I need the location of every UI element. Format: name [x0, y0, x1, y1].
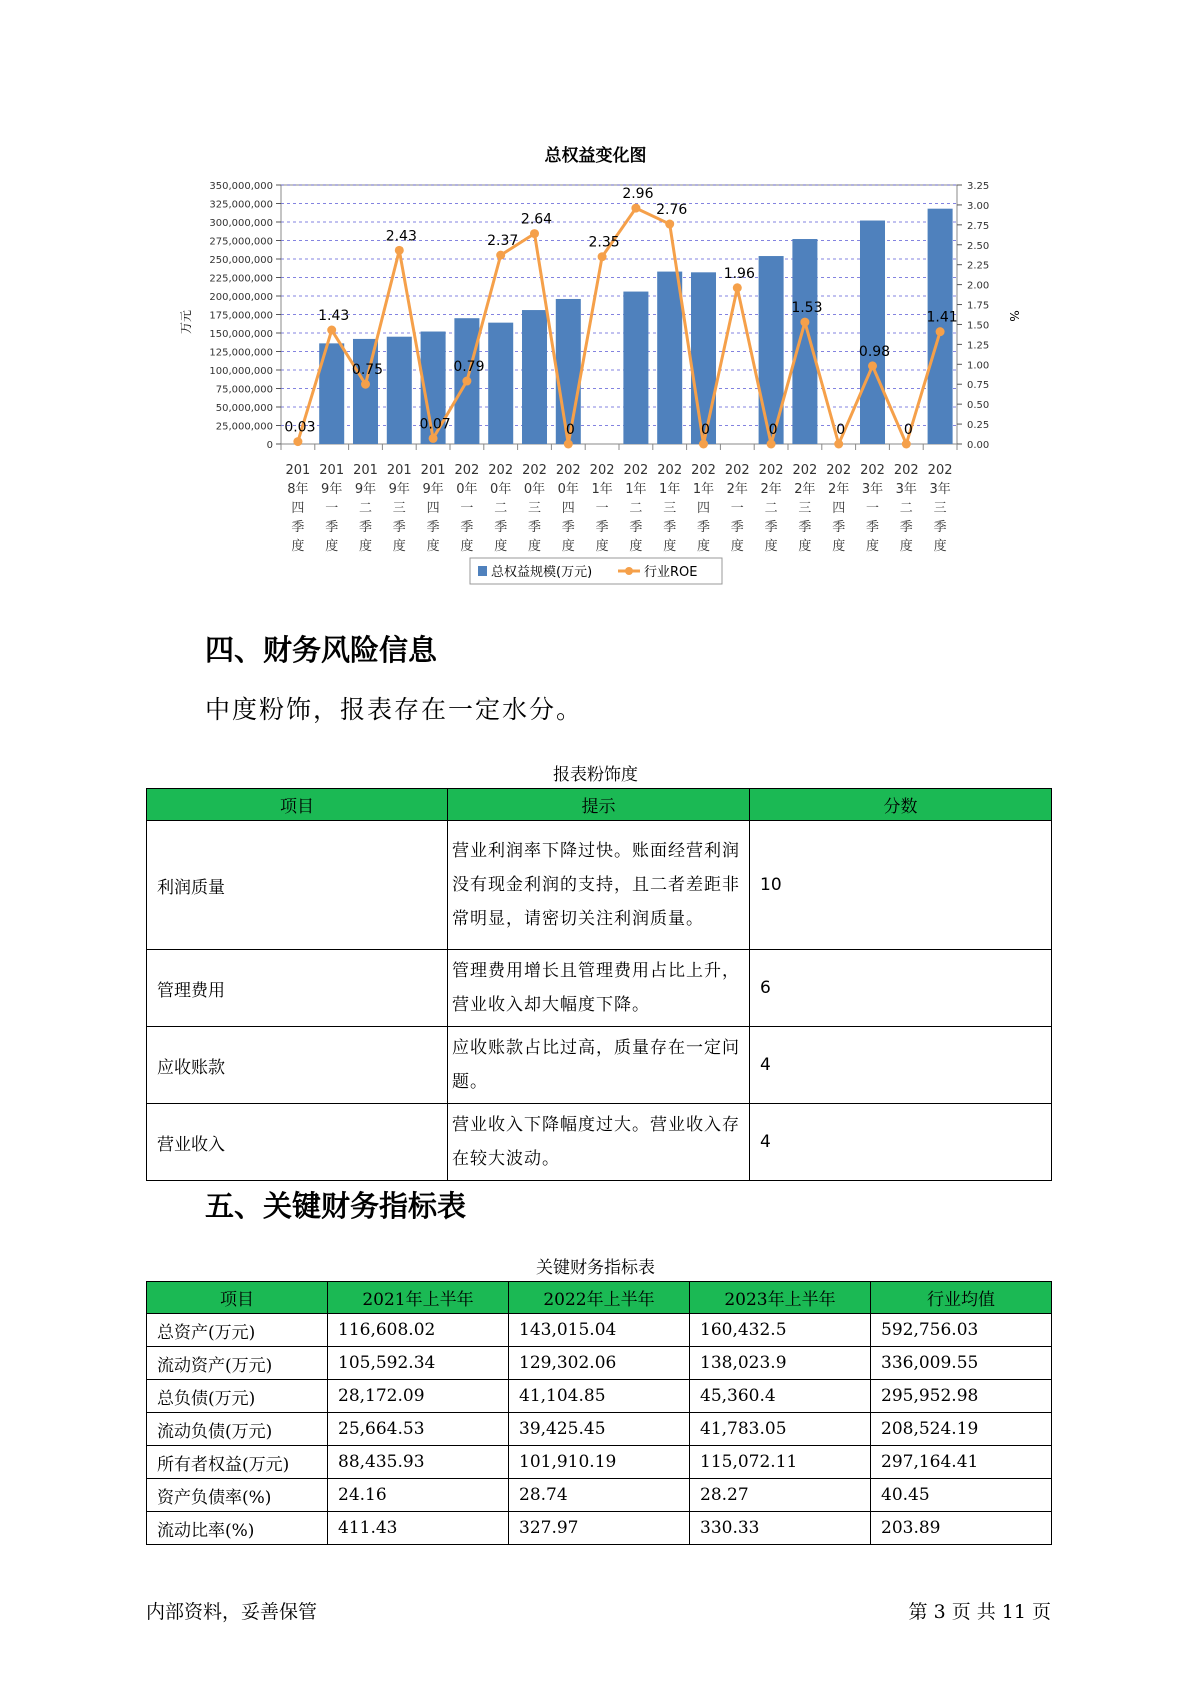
kpi-value: 208,524.19 [871, 1413, 1052, 1446]
kpi-value: 330.33 [690, 1512, 871, 1545]
kpi-value: 115,072.11 [690, 1446, 871, 1479]
x-tick-label: 季 [291, 520, 305, 535]
risk-score: 4 [750, 1027, 1052, 1104]
x-tick-label: 9年 [388, 482, 410, 497]
x-tick-label: 度 [629, 539, 643, 554]
section5-heading: 五、关键财务指标表 [205, 1189, 467, 1223]
x-tick-label: 9年 [354, 482, 377, 497]
x-tick-label: 202 [691, 463, 716, 478]
x-tick-label: 度 [527, 539, 542, 554]
risk-table [146, 788, 1052, 1181]
x-tick-label: 季 [595, 520, 609, 535]
x-tick-label: 2年 [794, 482, 816, 497]
x-tick-label: 四 [696, 501, 711, 516]
x-tick-label: 二 [899, 501, 913, 516]
x-tick-label: 三 [392, 501, 406, 516]
x-tick-label: 三 [933, 501, 947, 516]
x-tick-label: 202 [826, 463, 852, 478]
roe-point [902, 440, 911, 449]
x-tick-label: 1年 [591, 482, 613, 497]
kpi-value: 160,432.5 [690, 1314, 871, 1347]
x-tick-label: 0年 [557, 482, 579, 497]
x-tick-label: 季 [494, 520, 508, 535]
x-tick-label: 三 [663, 501, 677, 516]
kpi-item: 总资产(万元) [147, 1314, 328, 1347]
risk-item: 应收账款 [147, 1027, 448, 1104]
roe-point [361, 380, 370, 389]
risk-score: 6 [750, 950, 1052, 1027]
y2-axis-label: % [1007, 310, 1021, 322]
y-tick-label: 325,000,000 [209, 199, 273, 211]
roe-point [530, 229, 539, 238]
y-tick-label: 300,000,000 [209, 218, 273, 229]
roe-point [699, 440, 708, 449]
data-label: 2.76 [656, 202, 688, 219]
data-label: 2.37 [487, 233, 519, 250]
data-label: 0 [836, 422, 846, 438]
x-tick-label: 四 [291, 501, 305, 516]
y2-tick-label: 2.50 [967, 240, 990, 252]
legend-bar-swatch [478, 566, 487, 576]
x-tick-label: 度 [933, 539, 947, 554]
y-tick-label: 200,000,000 [209, 292, 273, 303]
section4-heading: 四、财务风险信息 [205, 633, 438, 667]
x-tick-label: 度 [426, 539, 440, 554]
bar [522, 310, 547, 444]
data-label: 2.64 [520, 211, 553, 228]
kpi-item: 总负债(万元) [147, 1380, 328, 1413]
data-label: 2.35 [588, 234, 620, 251]
kpi-value: 45,360.4 [690, 1380, 871, 1413]
x-tick-label: 8年 [287, 482, 309, 497]
x-tick-label: 季 [933, 520, 947, 535]
x-tick-label: 9年 [422, 482, 444, 497]
bar [691, 272, 716, 444]
data-label: 0 [565, 422, 575, 438]
y-tick-label: 175,000,000 [209, 310, 273, 322]
y-tick-label: 250,000,000 [209, 255, 273, 266]
kpi-value: 143,015.04 [509, 1314, 690, 1347]
risk-hint: 管理费用增长且管理费用占比上升，营业收入却大幅度下降。 [448, 950, 750, 1027]
kpi-item: 流动比率(%) [147, 1512, 328, 1545]
table-row [147, 1413, 1052, 1446]
x-tick-label: 度 [325, 539, 339, 554]
kpi-value: 28.74 [509, 1479, 690, 1512]
x-tick-label: 201 [386, 463, 412, 478]
kpi-table [146, 1281, 1052, 1545]
x-tick-label: 度 [696, 539, 711, 554]
x-tick-label: 季 [561, 520, 575, 535]
legend-bar-label: 总权益规模(万元) [491, 565, 593, 580]
roe-point [665, 220, 674, 229]
risk-hint: 应收账款占比过高，质量存在一定问题。 [448, 1027, 750, 1104]
kpi-value: 129,302.06 [509, 1347, 690, 1380]
header-2021: 2021年上半年 [328, 1282, 509, 1314]
x-tick-label: 9年 [321, 482, 343, 497]
y2-tick-label: 3.25 [967, 181, 990, 192]
x-tick-label: 202 [589, 463, 615, 478]
x-tick-label: 202 [792, 463, 818, 478]
data-label: 2.96 [622, 186, 654, 203]
header-item: 项目 [147, 789, 448, 821]
x-tick-label: 季 [527, 520, 542, 535]
x-tick-label: 二 [358, 501, 373, 516]
data-label: 0 [768, 422, 778, 438]
x-tick-label: 度 [460, 539, 474, 554]
roe-point [868, 361, 877, 370]
y-tick-label: 275,000,000 [209, 236, 273, 248]
data-label: 0.03 [284, 419, 316, 436]
table-row [147, 1446, 1052, 1479]
roe-point [733, 283, 742, 292]
data-label: 2.43 [385, 228, 417, 245]
x-tick-label: 202 [893, 463, 919, 478]
y2-tick-label: 1.75 [967, 300, 990, 312]
x-tick-label: 季 [325, 520, 339, 535]
table-row [147, 1027, 1052, 1104]
data-label: 0.79 [453, 359, 485, 376]
x-tick-label: 度 [561, 539, 575, 554]
x-tick-label: 季 [460, 520, 474, 535]
x-tick-label: 1年 [659, 482, 681, 497]
x-tick-label: 202 [724, 463, 750, 478]
x-tick-label: 三 [527, 501, 542, 516]
roe-point [293, 437, 302, 446]
header-2022: 2022年上半年 [509, 1282, 690, 1314]
roe-point [395, 246, 404, 255]
y2-tick-label: 0.25 [967, 420, 990, 432]
data-label: 1.96 [723, 265, 755, 282]
kpi-item: 所有者权益(万元) [147, 1446, 328, 1479]
y-tick-label: 0 [266, 440, 273, 451]
kpi-value: 592,756.03 [871, 1314, 1052, 1347]
kpi-value: 24.16 [328, 1479, 509, 1512]
x-tick-label: 度 [494, 539, 508, 554]
y-tick-label: 350,000,000 [209, 181, 273, 192]
x-tick-label: 202 [623, 463, 649, 478]
kpi-value: 25,664.53 [328, 1413, 509, 1446]
x-tick-label: 度 [392, 539, 406, 554]
risk-summary: 中度粉饰，报表存在一定水分。 [205, 695, 584, 724]
x-tick-label: 度 [663, 539, 677, 554]
risk-item: 管理费用 [147, 950, 448, 1027]
kpi-value: 295,952.98 [871, 1380, 1052, 1413]
kpi-value: 336,009.55 [871, 1347, 1052, 1380]
y-tick-label: 100,000,000 [209, 366, 273, 377]
x-tick-label: 度 [595, 539, 609, 554]
x-tick-label: 季 [358, 520, 373, 535]
bar [657, 272, 682, 444]
x-tick-label: 季 [696, 520, 711, 535]
risk-item: 利润质量 [147, 821, 448, 950]
kpi-table-caption: 关键财务指标表 [536, 1258, 655, 1278]
x-tick-label: 2年 [760, 482, 782, 497]
x-tick-label: 201 [353, 463, 378, 478]
kpi-value: 138,023.9 [690, 1347, 871, 1380]
table-row [147, 1314, 1052, 1347]
kpi-value: 40.45 [871, 1479, 1052, 1512]
roe-point [564, 440, 573, 449]
x-tick-label: 202 [454, 463, 480, 478]
y2-tick-label: 2.75 [967, 220, 990, 232]
risk-item: 营业收入 [147, 1104, 448, 1181]
roe-point [834, 440, 843, 449]
bar [792, 239, 817, 444]
x-tick-label: 度 [798, 539, 812, 554]
risk-table-header [147, 789, 1052, 821]
x-tick-label: 1年 [625, 482, 647, 497]
y-tick-label: 225,000,000 [209, 273, 273, 285]
x-tick-label: 202 [522, 463, 547, 478]
x-tick-label: 202 [758, 463, 784, 478]
kpi-value: 327.97 [509, 1512, 690, 1545]
x-tick-label: 季 [832, 520, 846, 535]
x-tick-label: 1年 [692, 482, 715, 497]
kpi-value: 105,592.34 [328, 1347, 509, 1380]
x-tick-label: 0年 [456, 482, 478, 497]
y-tick-label: 75,000,000 [215, 384, 273, 396]
data-label: 0.98 [858, 343, 891, 360]
bar [387, 337, 412, 444]
footer-confidential: 内部资料，妥善保管 [146, 1601, 318, 1623]
x-tick-label: 季 [730, 520, 744, 535]
y2-tick-label: 1.00 [967, 360, 990, 372]
x-tick-label: 季 [899, 520, 913, 535]
header-2023: 2023年上半年 [690, 1282, 871, 1314]
table-row [147, 1512, 1052, 1545]
x-tick-label: 一 [460, 501, 474, 516]
roe-point [462, 377, 471, 386]
x-tick-label: 202 [860, 463, 885, 478]
x-tick-label: 202 [555, 463, 581, 478]
y-tick-label: 150,000,000 [209, 329, 273, 340]
kpi-value: 41,783.05 [690, 1413, 871, 1446]
x-tick-label: 一 [730, 501, 744, 516]
header-hint: 提示 [448, 789, 750, 821]
y2-tick-label: 2.25 [967, 260, 990, 272]
data-label: 0 [903, 422, 913, 438]
roe-point [631, 204, 640, 213]
x-tick-label: 一 [865, 501, 880, 516]
kpi-item: 流动资产(万元) [147, 1347, 328, 1380]
x-tick-label: 季 [663, 520, 677, 535]
data-label: 1.43 [318, 308, 350, 325]
x-tick-label: 三 [798, 501, 812, 516]
x-tick-label: 度 [764, 539, 778, 554]
y2-tick-label: 1.50 [967, 320, 990, 332]
y2-tick-label: 0.00 [967, 440, 990, 451]
y-axis-label: 万元 [179, 309, 193, 335]
y2-tick-label: 3.00 [967, 200, 990, 212]
bar [860, 221, 885, 444]
roe-point [598, 252, 607, 261]
x-tick-label: 度 [358, 539, 373, 554]
kpi-value: 203.89 [871, 1512, 1052, 1545]
roe-point [800, 318, 809, 327]
x-tick-label: 度 [832, 539, 846, 554]
x-tick-label: 202 [657, 463, 683, 478]
kpi-item: 流动负债(万元) [147, 1413, 328, 1446]
kpi-value: 297,164.41 [871, 1446, 1052, 1479]
x-tick-label: 2年 [726, 482, 748, 497]
risk-score: 10 [750, 821, 1052, 950]
header-score: 分数 [750, 789, 1052, 821]
kpi-value: 101,910.19 [509, 1446, 690, 1479]
x-tick-label: 202 [488, 463, 514, 478]
risk-table-caption: 报表粉饰度 [553, 765, 638, 785]
data-label: 0.75 [351, 362, 384, 379]
table-row [147, 1380, 1052, 1413]
x-tick-label: 2年 [828, 482, 850, 497]
roe-point [936, 327, 945, 336]
x-tick-label: 季 [798, 520, 812, 535]
data-label: 1.41 [926, 309, 958, 326]
y2-tick-label: 0.75 [967, 380, 990, 392]
kpi-value: 41,104.85 [509, 1380, 690, 1413]
y-tick-label: 50,000,000 [215, 403, 273, 414]
bar [488, 323, 513, 444]
x-tick-label: 四 [426, 501, 440, 516]
kpi-value: 88,435.93 [328, 1446, 509, 1479]
data-label: 1.53 [791, 300, 823, 317]
x-tick-label: 3年 [861, 482, 884, 497]
legend-line-marker [625, 567, 633, 575]
x-tick-label: 201 [420, 463, 446, 478]
chart-title: 总权益变化图 [544, 146, 647, 166]
x-tick-label: 一 [325, 501, 339, 516]
x-tick-label: 季 [865, 520, 880, 535]
y2-tick-label: 1.25 [967, 340, 990, 352]
y2-tick-label: 0.50 [967, 400, 990, 412]
table-row [147, 1347, 1052, 1380]
bar [623, 292, 648, 444]
table-row [147, 1104, 1052, 1181]
kpi-value: 39,425.45 [509, 1413, 690, 1446]
header-item: 项目 [147, 1282, 328, 1314]
roe-point [496, 251, 505, 260]
table-row [147, 821, 1052, 950]
risk-score: 4 [750, 1104, 1052, 1181]
risk-hint: 营业收入下降幅度过大。营业收入存在较大波动。 [448, 1104, 750, 1181]
x-tick-label: 一 [595, 501, 609, 516]
y-tick-label: 125,000,000 [209, 347, 273, 359]
equity-chart [0, 0, 1191, 620]
x-tick-label: 度 [865, 539, 880, 554]
x-tick-label: 度 [291, 539, 305, 554]
x-tick-label: 3年 [929, 482, 951, 497]
kpi-value: 28,172.09 [328, 1380, 509, 1413]
x-tick-label: 四 [561, 501, 575, 516]
x-tick-label: 季 [764, 520, 778, 535]
x-tick-label: 202 [927, 463, 953, 478]
x-tick-label: 201 [285, 463, 311, 478]
kpi-value: 411.43 [328, 1512, 509, 1545]
x-tick-label: 3年 [895, 482, 917, 497]
roe-point [429, 434, 438, 443]
table-row [147, 950, 1052, 1027]
kpi-item: 资产负债率(%) [147, 1479, 328, 1512]
x-tick-label: 二 [494, 501, 508, 516]
x-tick-label: 度 [730, 539, 744, 554]
x-tick-label: 0年 [523, 482, 546, 497]
x-tick-label: 四 [832, 501, 846, 516]
kpi-table-header [147, 1282, 1052, 1314]
x-tick-label: 二 [629, 501, 643, 516]
data-label: 0 [701, 422, 710, 438]
header-industry-avg: 行业均值 [871, 1282, 1052, 1314]
kpi-value: 28.27 [690, 1479, 871, 1512]
y2-tick-label: 2.00 [967, 280, 990, 292]
data-label: 0.07 [419, 416, 451, 433]
roe-point [327, 326, 336, 335]
x-tick-label: 季 [426, 520, 440, 535]
legend-line-label: 行业ROE [644, 565, 698, 580]
x-tick-label: 201 [319, 463, 345, 478]
bar [928, 209, 953, 444]
x-tick-label: 度 [899, 539, 913, 554]
x-tick-label: 0年 [490, 482, 512, 497]
y-tick-label: 25,000,000 [215, 421, 273, 433]
x-tick-label: 季 [392, 520, 406, 535]
kpi-value: 116,608.02 [328, 1314, 509, 1347]
risk-hint: 营业利润率下降过快。账面经营利润没有现金利润的支持，且二者差距非常明显，请密切关注利润质量。 [448, 821, 750, 950]
roe-point [767, 440, 776, 449]
x-tick-label: 二 [764, 501, 778, 516]
footer-page-number: 第 3 页 共 11 页 [908, 1601, 1051, 1623]
table-row [147, 1479, 1052, 1512]
x-tick-label: 季 [629, 520, 643, 535]
